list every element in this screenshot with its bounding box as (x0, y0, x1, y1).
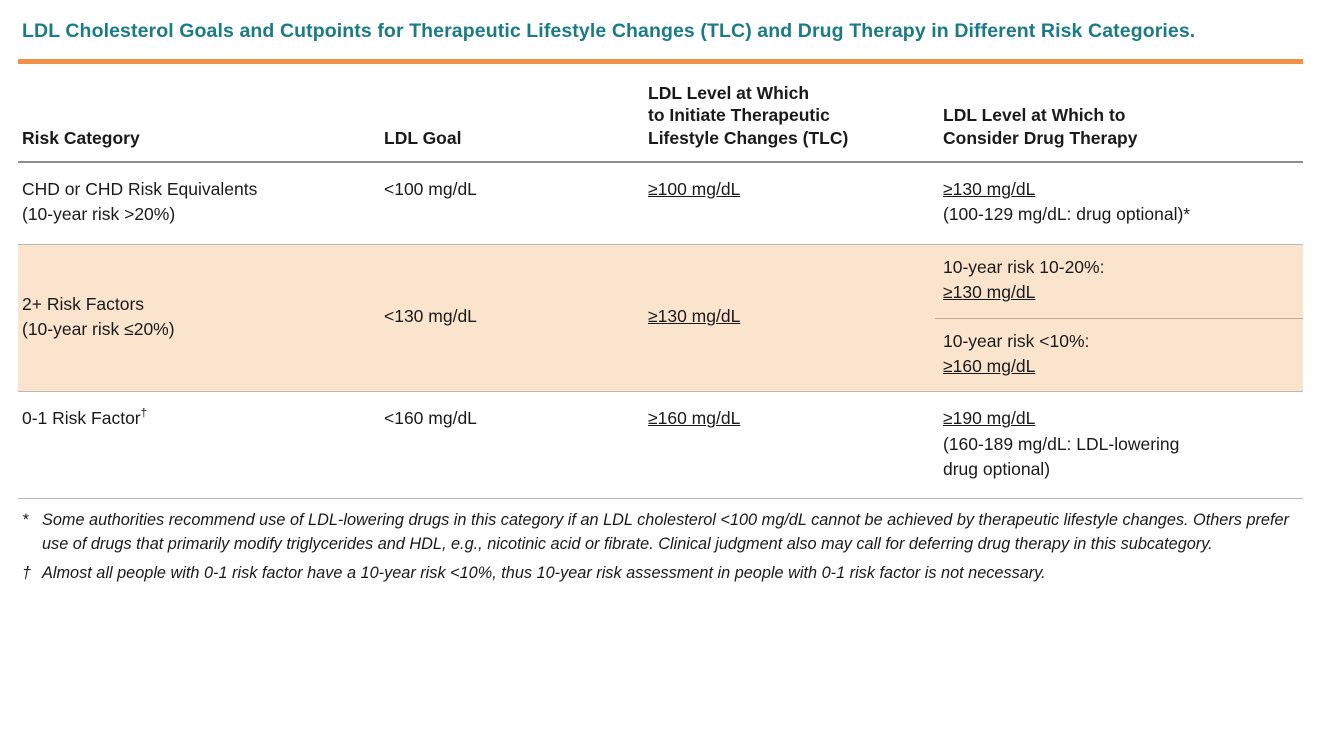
column-header-tlc-line2: to Initiate Therapeutic (648, 105, 830, 126)
risk-category-line1: 2+ Risk Factors (22, 293, 145, 314)
table-header-row (18, 64, 1303, 162)
table-body (18, 162, 1303, 498)
risk-category-line1: 0-1 Risk Factor† (22, 408, 148, 429)
column-header-ldl-goal: LDL Goal (376, 64, 642, 162)
footnote-dagger (18, 562, 1303, 585)
cell-risk-category (18, 162, 376, 244)
column-header-tlc-level (642, 64, 935, 162)
drug-level-value: ≥130 mg/dL (943, 179, 1036, 200)
cell-drug-level (935, 244, 1303, 392)
column-header-risk-category: Risk Category (18, 64, 376, 162)
risk-category-line2: (10-year risk >20%) (22, 204, 176, 225)
footnote-asterisk (18, 509, 1303, 555)
drug-level-sub1-line2: ≥130 mg/dL (943, 282, 1036, 303)
risk-category-line1: CHD or CHD Risk Equivalents (22, 179, 258, 200)
table-header (18, 64, 1303, 162)
drug-level-line3: drug optional) (943, 459, 1051, 480)
page-title: LDL Cholesterol Goals and Cutpoints for Therapeutic Lifestyle Changes (TLC) and Drug Therapy in Different Risk Categories. (22, 20, 1196, 42)
drug-level-line1 (943, 177, 1293, 202)
dagger-marker: † (140, 408, 148, 421)
column-header-drug-level (935, 64, 1303, 162)
footnote-text: Almost all people with 0-1 risk factor have a 10-year risk <10%, thus 10-year risk assessment in people with 0-1 risk factor is not necessary. (42, 563, 1046, 582)
drug-level-subcell-2 (935, 319, 1303, 392)
drug-level-sub2-line1: 10-year risk <10%: (943, 330, 1090, 351)
cell-risk-category (18, 392, 376, 499)
table-row (18, 244, 1303, 392)
footnote-marker: † (22, 563, 32, 582)
cell-drug-level (935, 162, 1303, 244)
drug-level-line2: (160-189 mg/dL: LDL-lowering (943, 433, 1180, 454)
column-header-drug-line2: Consider Drug Therapy (943, 127, 1138, 148)
footnotes (18, 498, 1303, 584)
column-header-tlc-line3: Lifestyle Changes (TLC) (648, 127, 849, 148)
drug-level-sub1-line1: 10-year risk 10-20%: (943, 256, 1105, 277)
table-row (18, 392, 1303, 499)
footnote-marker: * (22, 511, 29, 530)
risk-category-line2: (10-year risk ≤20%) (22, 319, 175, 340)
cell-tlc-level (642, 244, 935, 392)
cell-tlc-level (642, 162, 935, 244)
column-header-tlc-line1: LDL Level at Which (648, 82, 810, 103)
ldl-goals-table (18, 64, 1303, 499)
drug-level-subcell-1 (935, 245, 1303, 319)
tlc-level-value: ≥130 mg/dL (648, 306, 741, 327)
drug-level-line1 (943, 406, 1293, 431)
table-row (18, 162, 1303, 244)
tlc-level-value: ≥100 mg/dL (648, 179, 741, 200)
cell-tlc-level (642, 392, 935, 499)
footnote-text: Some authorities recommend use of LDL-lowering drugs in this category if an LDL cholesterol <100 mg/dL cannot be achieved by therapeutic lifestyle changes. Others prefer use of drugs that primarily modify triglycerides and HDL, e.g., nicotinic acid or fibrate. Clinical judgment also may call for deferring drug therapy in this subcategory. (42, 511, 1289, 553)
column-header-drug-line1: LDL Level at Which to (943, 105, 1126, 126)
cell-drug-level (935, 392, 1303, 499)
tlc-level-value: ≥160 mg/dL (648, 408, 741, 429)
drug-level-sub2-line2: ≥160 mg/dL (943, 355, 1036, 376)
cell-ldl-goal: <100 mg/dL (376, 162, 642, 244)
drug-level-value: ≥190 mg/dL (943, 408, 1036, 429)
drug-level-line2: (100-129 mg/dL: drug optional)* (943, 204, 1191, 225)
cell-ldl-goal: <130 mg/dL (376, 244, 642, 392)
cell-ldl-goal: <160 mg/dL (384, 408, 477, 429)
cell-risk-category (18, 244, 376, 392)
